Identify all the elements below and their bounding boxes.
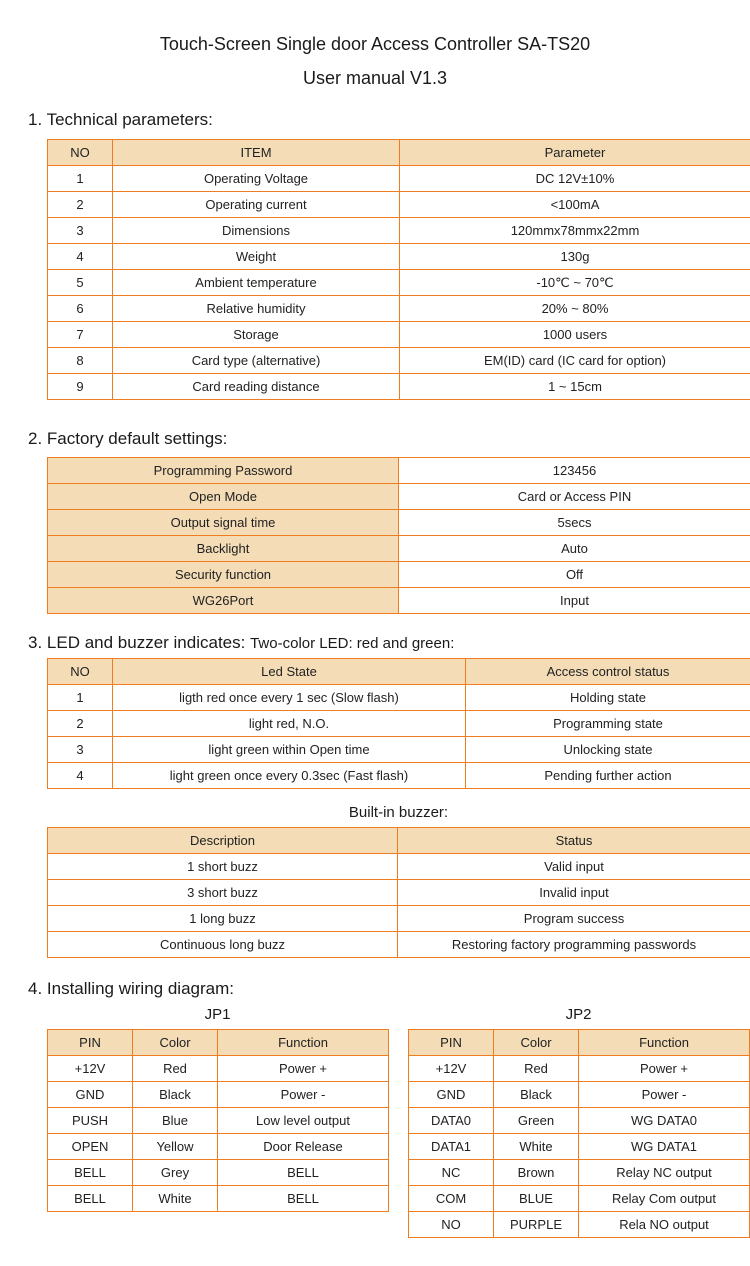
table-cell: Holding state [466, 685, 750, 711]
table-cell: 3 short buzz [48, 880, 398, 906]
column-header: Color [494, 1030, 579, 1056]
table-cell: 3 [48, 218, 113, 244]
table-row [409, 1134, 750, 1160]
table-cell: GND [409, 1082, 494, 1108]
table-cell: COM [409, 1186, 494, 1212]
table-cell: PURPLE [494, 1212, 579, 1238]
table-row [48, 854, 750, 880]
table-row [48, 1056, 389, 1082]
table-cell: 2 [48, 192, 113, 218]
table-row [48, 737, 750, 763]
table-cell: ligth red once every 1 sec (Slow flash) [113, 685, 466, 711]
table-cell: 123456 [399, 458, 750, 484]
column-header: Status [398, 828, 750, 854]
table-row [48, 510, 750, 536]
table-row [409, 1056, 750, 1082]
table-cell: 9 [48, 374, 113, 400]
table-cell: EM(ID) card (IC card for option) [400, 348, 750, 374]
table-cell: 1 [48, 685, 113, 711]
table-cell: Red [133, 1056, 218, 1082]
table-cell: OPEN [48, 1134, 133, 1160]
table-cell: light red, N.O. [113, 711, 466, 737]
table-cell: Operating Voltage [113, 166, 400, 192]
table-cell: 1 [48, 166, 113, 192]
table-row [48, 218, 750, 244]
table-cell: Yellow [133, 1134, 218, 1160]
section-1-heading: 1. Technical parameters: [28, 110, 213, 129]
table-cell: 1000 users [400, 322, 750, 348]
table-cell: 4 [48, 763, 113, 789]
table-cell: Relative humidity [113, 296, 400, 322]
column-header: PIN [409, 1030, 494, 1056]
section-3-heading [28, 633, 454, 653]
table-cell: Relay Com output [579, 1186, 750, 1212]
table-cell: Black [494, 1082, 579, 1108]
table-cell: Security function [48, 562, 399, 588]
table-cell: WG DATA0 [579, 1108, 750, 1134]
table-cell: Input [399, 588, 750, 614]
table-row [48, 536, 750, 562]
table-cell: Power + [579, 1056, 750, 1082]
table-cell: 3 [48, 737, 113, 763]
table-cell: 8 [48, 348, 113, 374]
table-row [48, 1186, 389, 1212]
table-cell: Red [494, 1056, 579, 1082]
factory-defaults-table [47, 457, 750, 614]
table-row [48, 906, 750, 932]
jp1-caption: JP1 [204, 1006, 231, 1023]
jp1-table [47, 1029, 389, 1212]
column-header: Function [218, 1030, 389, 1056]
table-cell: Card type (alternative) [113, 348, 400, 374]
table-cell: 1 ~ 15cm [400, 374, 750, 400]
table-cell: 5 [48, 270, 113, 296]
column-header: Description [48, 828, 398, 854]
technical-parameters-table [47, 139, 750, 400]
table-cell: Program success [398, 906, 750, 932]
table-cell: Weight [113, 244, 400, 270]
table-cell: Brown [494, 1160, 579, 1186]
table-cell: Rela NO output [579, 1212, 750, 1238]
column-header: Led State [113, 659, 466, 685]
jp2-caption: JP2 [565, 1006, 592, 1023]
column-header: Parameter [400, 140, 750, 166]
jp2-table [408, 1029, 750, 1238]
table-row [409, 1212, 750, 1238]
table-cell: 2 [48, 711, 113, 737]
table-cell: GND [48, 1082, 133, 1108]
table-cell: Blue [133, 1108, 218, 1134]
section-2-heading: 2. Factory default settings: [28, 429, 228, 448]
table-header-row [48, 1030, 389, 1056]
table-header-row [48, 828, 750, 854]
table-cell: Card reading distance [113, 374, 400, 400]
document-subtitle: User manual V1.3 [302, 68, 448, 88]
table-cell: Power + [218, 1056, 389, 1082]
table-cell: White [133, 1186, 218, 1212]
table-cell: Low level output [218, 1108, 389, 1134]
table-cell: DATA1 [409, 1134, 494, 1160]
column-header: NO [48, 140, 113, 166]
table-cell: -10℃ ~ 70℃ [400, 270, 750, 296]
table-cell: Continuous long buzz [48, 932, 398, 958]
table-cell: Relay NC output [579, 1160, 750, 1186]
column-header: PIN [48, 1030, 133, 1056]
document-title: Touch-Screen Single door Access Controller SA-TS20 [159, 34, 591, 54]
table-cell: Operating current [113, 192, 400, 218]
table-cell: Output signal time [48, 510, 399, 536]
table-cell: Dimensions [113, 218, 400, 244]
table-cell: Black [133, 1082, 218, 1108]
table-row [48, 588, 750, 614]
buzzer-caption: Built-in buzzer: [348, 804, 449, 821]
section-3-subtitle: Two-color LED: red and green: [250, 635, 455, 652]
column-header: Function [579, 1030, 750, 1056]
table-cell: 1 long buzz [48, 906, 398, 932]
table-cell: Programming Password [48, 458, 399, 484]
table-cell: NO [409, 1212, 494, 1238]
table-cell: Grey [133, 1160, 218, 1186]
table-cell: 130g [400, 244, 750, 270]
table-row [48, 296, 750, 322]
column-header: Access control status [466, 659, 750, 685]
table-cell: 20% ~ 80% [400, 296, 750, 322]
table-cell: Invalid input [398, 880, 750, 906]
table-cell: DATA0 [409, 1108, 494, 1134]
table-cell: Unlocking state [466, 737, 750, 763]
table-row [48, 763, 750, 789]
section-3-title: 3. LED and buzzer indicates: [28, 633, 246, 652]
table-cell: BELL [48, 1186, 133, 1212]
table-row [48, 711, 750, 737]
table-row [48, 880, 750, 906]
table-cell: DC 12V±10% [400, 166, 750, 192]
table-cell: Open Mode [48, 484, 399, 510]
table-cell: Door Release [218, 1134, 389, 1160]
table-cell: +12V [409, 1056, 494, 1082]
table-header-row [48, 659, 750, 685]
table-cell: BLUE [494, 1186, 579, 1212]
table-cell: Ambient temperature [113, 270, 400, 296]
table-cell: WG26Port [48, 588, 399, 614]
table-row [48, 1134, 389, 1160]
table-cell: BELL [48, 1160, 133, 1186]
table-header-row [48, 140, 750, 166]
table-cell: 120mmx78mmx22mm [400, 218, 750, 244]
table-cell: NC [409, 1160, 494, 1186]
table-row [409, 1160, 750, 1186]
table-row [48, 270, 750, 296]
table-row [48, 458, 750, 484]
table-cell: Programming state [466, 711, 750, 737]
table-row [48, 374, 750, 400]
table-cell: Restoring factory programming passwords [398, 932, 750, 958]
led-state-table [47, 658, 750, 789]
table-cell: Valid input [398, 854, 750, 880]
column-header: Color [133, 1030, 218, 1056]
table-row [48, 1160, 389, 1186]
table-row [48, 484, 750, 510]
column-header: ITEM [113, 140, 400, 166]
table-cell: <100mA [400, 192, 750, 218]
table-cell: Auto [399, 536, 750, 562]
table-row [48, 1082, 389, 1108]
table-row [409, 1108, 750, 1134]
table-row [48, 244, 750, 270]
table-cell: BELL [218, 1186, 389, 1212]
table-cell: Storage [113, 322, 400, 348]
section-4-heading: 4. Installing wiring diagram: [28, 979, 234, 998]
table-cell: Backlight [48, 536, 399, 562]
column-header: NO [48, 659, 113, 685]
table-cell: +12V [48, 1056, 133, 1082]
table-cell: Green [494, 1108, 579, 1134]
table-row [48, 348, 750, 374]
table-row [409, 1082, 750, 1108]
table-cell: 7 [48, 322, 113, 348]
table-cell: light green within Open time [113, 737, 466, 763]
table-cell: WG DATA1 [579, 1134, 750, 1160]
table-header-row [409, 1030, 750, 1056]
table-cell: light green once every 0.3sec (Fast flash) [113, 763, 466, 789]
table-cell: 5secs [399, 510, 750, 536]
table-row [48, 932, 750, 958]
table-cell: Pending further action [466, 763, 750, 789]
table-cell: 1 short buzz [48, 854, 398, 880]
table-cell: PUSH [48, 1108, 133, 1134]
table-cell: Power - [218, 1082, 389, 1108]
table-cell: Power - [579, 1082, 750, 1108]
table-cell: 6 [48, 296, 113, 322]
table-row [48, 1108, 389, 1134]
table-cell: BELL [218, 1160, 389, 1186]
table-row [48, 685, 750, 711]
table-cell: Off [399, 562, 750, 588]
table-row [409, 1186, 750, 1212]
table-row [48, 562, 750, 588]
table-cell: 4 [48, 244, 113, 270]
table-row [48, 192, 750, 218]
table-cell: White [494, 1134, 579, 1160]
table-row [48, 322, 750, 348]
table-cell: Card or Access PIN [399, 484, 750, 510]
table-row [48, 166, 750, 192]
buzzer-table [47, 827, 750, 958]
